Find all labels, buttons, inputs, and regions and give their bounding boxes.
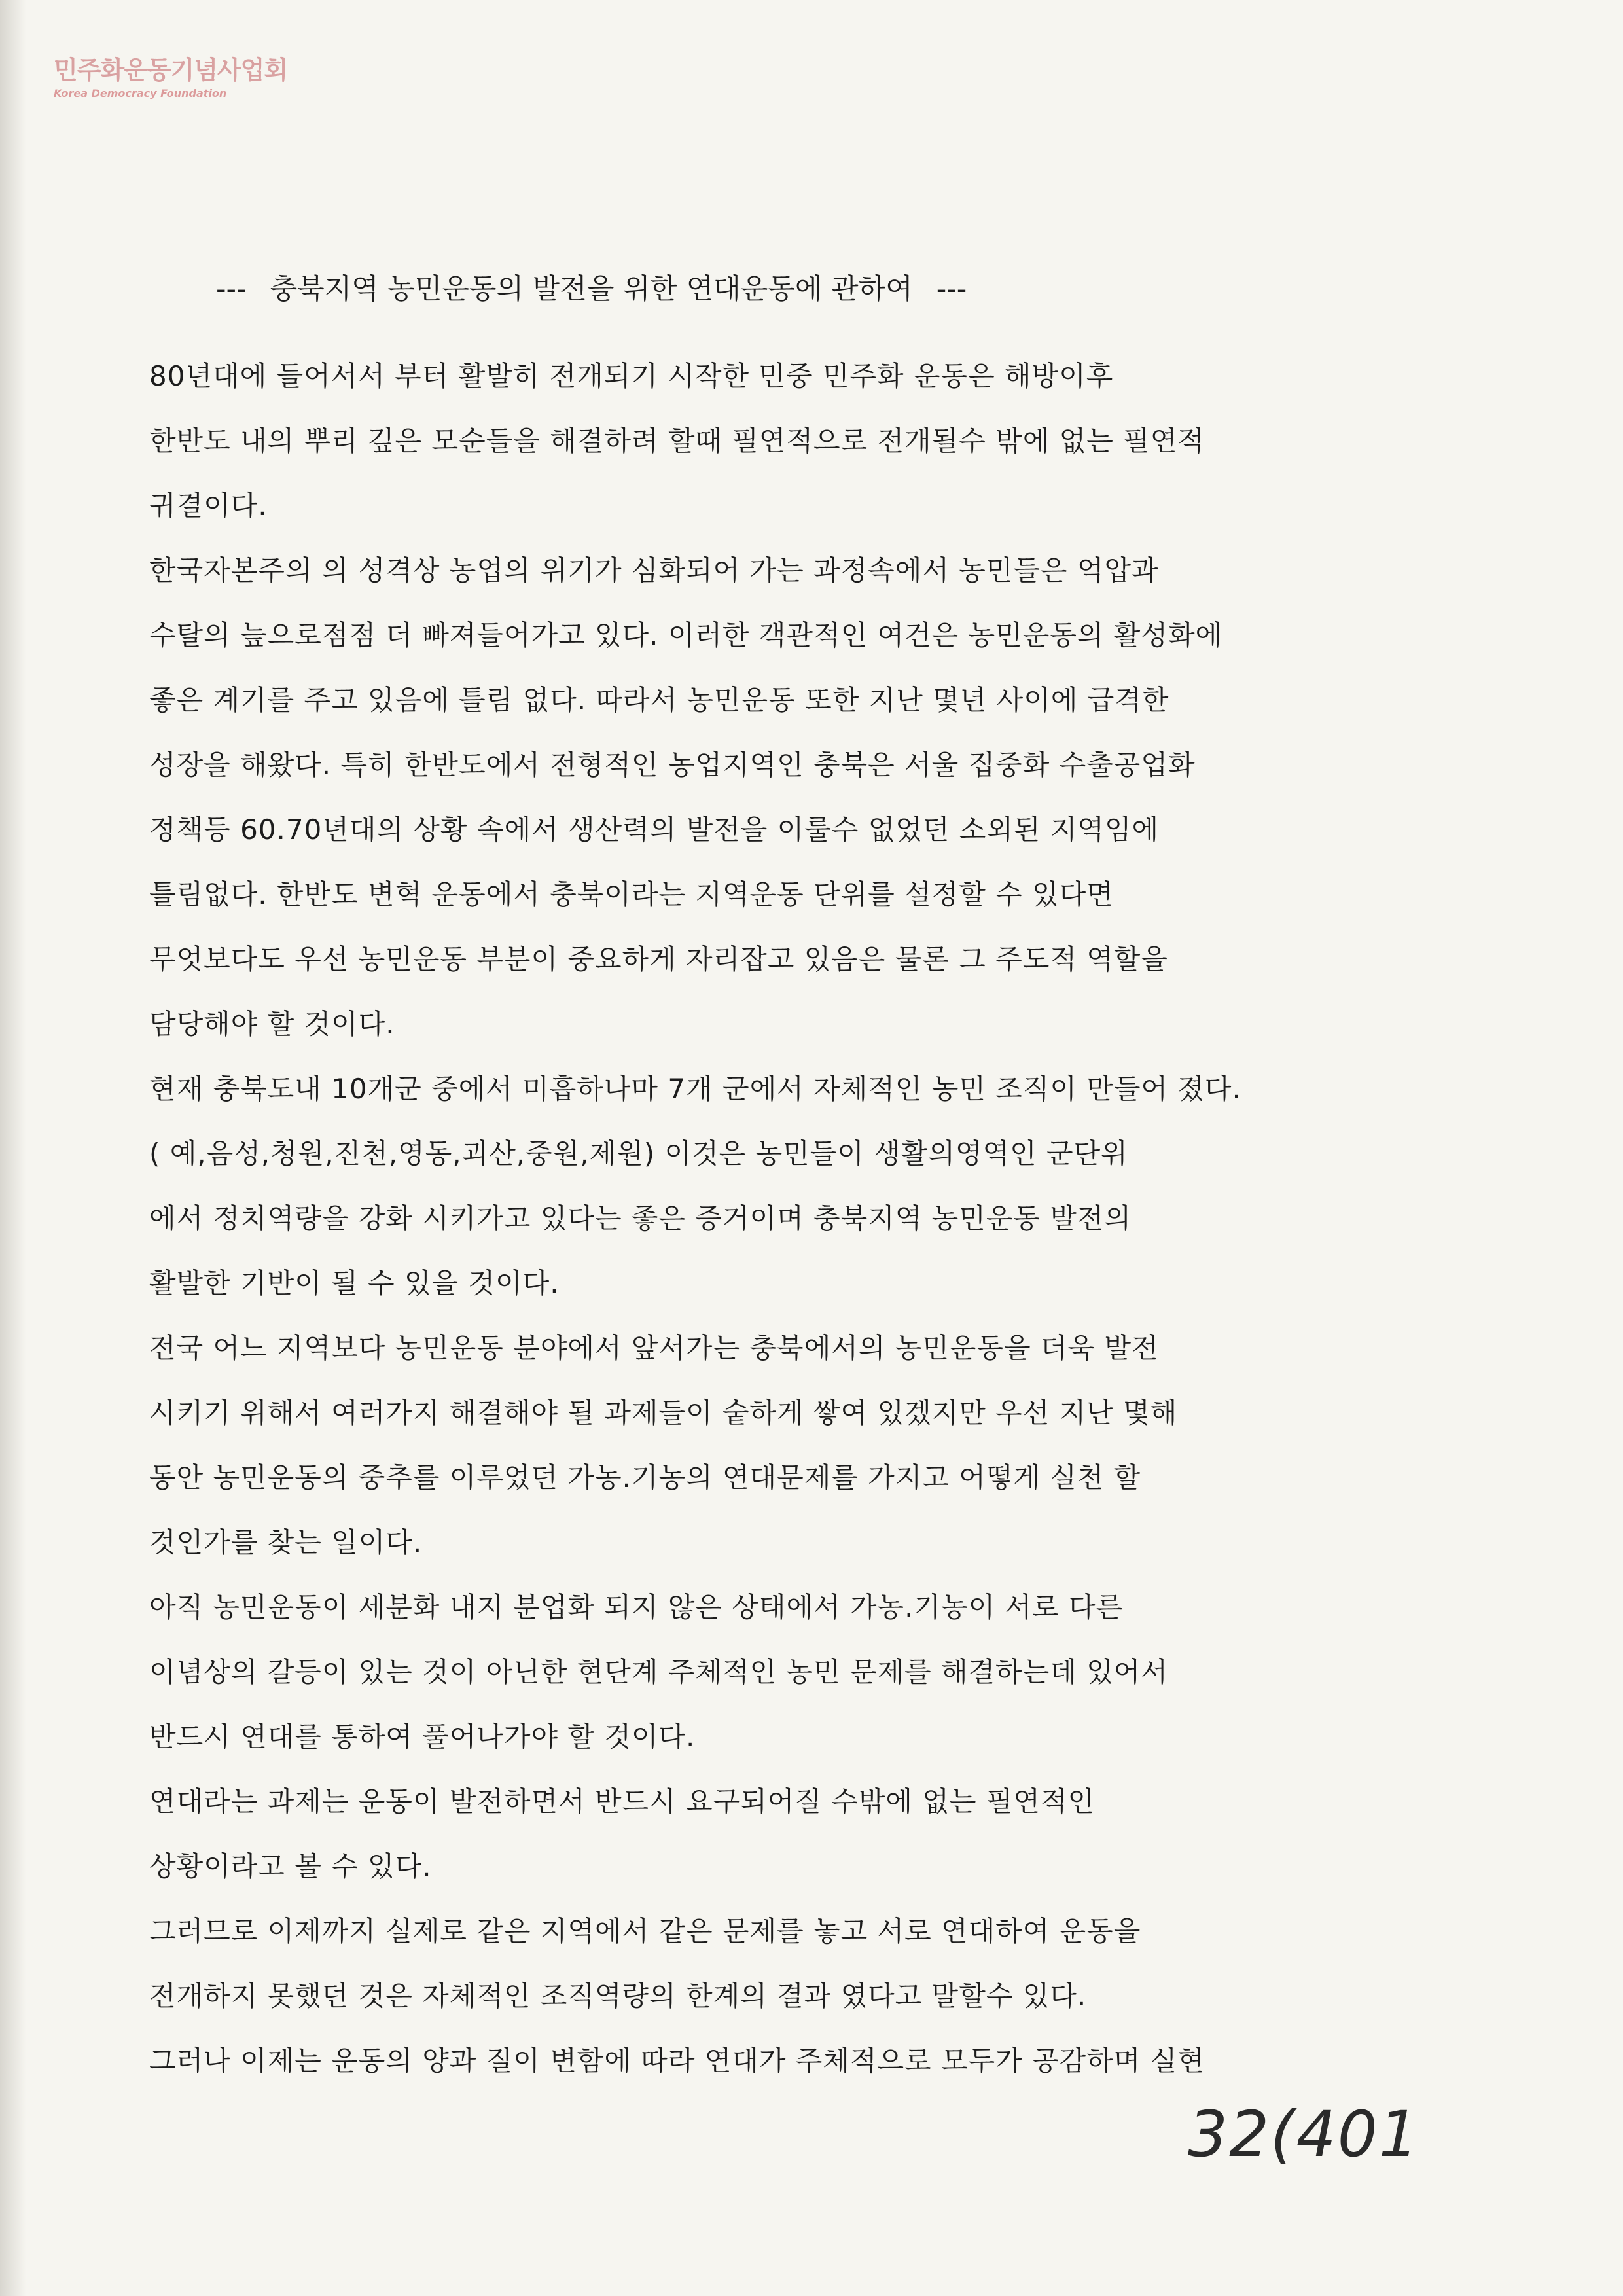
text-line: 에서 정치역량을 강화 시키가고 있다는 좋은 증거이며 충북지역 농민운동 발전의 xyxy=(149,1202,1132,1234)
text-line: 한반도 내의 뿌리 깊은 모순들을 해결하려 할때 필연적으로 전개될수 밖에 없는 필연적 xyxy=(149,425,1205,457)
text-line: 시키기 위해서 여러가지 해결해야 될 과제들이 숱하게 쌓여 있겠지만 우선 지난 몇해 xyxy=(149,1397,1178,1429)
title-dash-right: --- xyxy=(936,273,967,306)
text-line: 정책등 60.70년대의 상황 속에서 생산력의 발전을 이룰수 없었던 소외된 지역임에 xyxy=(149,814,1160,846)
archive-logo-korean: 민주화운동기념사업회 xyxy=(54,56,288,84)
text-line: 성장을 해왔다. 특히 한반도에서 전형적인 농업지역인 충북은 서울 집중화 수출공업화 xyxy=(149,749,1196,781)
text-line: 활발한 기반이 될 수 있을 것이다. xyxy=(149,1267,560,1299)
text-line: 현재 충북도내 10개군 중에서 미흡하나마 7개 군에서 자체적인 농민 조직이 만들어 졌다. xyxy=(149,1073,1241,1105)
document-title-line xyxy=(216,267,967,307)
archive-logo xyxy=(54,50,287,99)
title-dash-left: --- xyxy=(216,273,247,306)
text-line: 수탈의 늪으로점점 더 빠져들어가고 있다. 이러한 객관적인 여건은 농민운동의 활성화에 xyxy=(149,619,1223,651)
text-line: 반드시 연대를 통하여 풀어나가야 할 것이다. xyxy=(149,1721,696,1753)
text-line: 동안 농민운동의 중추를 이루었던 가농.기농의 연대문제를 가지고 어떻게 실천 할 xyxy=(149,1462,1141,1494)
archive-logo-english: Korea Democracy Foundation xyxy=(54,87,227,99)
text-line: 것인가를 찾는 일이다. xyxy=(149,1526,423,1558)
text-line: 80년대에 들어서서 부터 활발히 전개되기 시작한 민중 민주화 운동은 해방이후 xyxy=(149,360,1114,392)
document-body xyxy=(149,344,1556,2093)
text-line: 연대라는 과제는 운동이 발전하면서 반드시 요구되어질 수밖에 없는 필연적인 xyxy=(149,1785,1096,1818)
text-line: 틀림없다. 한반도 변혁 운동에서 충북이라는 지역운동 단위를 설정할 수 있다면 xyxy=(149,878,1114,910)
text-line: 한국자본주의 의 성격상 농업의 위기가 심화되어 가는 과정속에서 농민들은 억압과 xyxy=(149,554,1159,586)
text-line: ( 예,음성,청원,진천,영동,괴산,중원,제원) 이것은 농민들이 생활의영역인 군단위 xyxy=(149,1138,1128,1170)
text-line: 전국 어느 지역보다 농민운동 분야에서 앞서가는 충북에서의 농민운동을 더욱 발전 xyxy=(149,1332,1159,1364)
text-line: 상황이라고 볼 수 있다. xyxy=(149,1850,432,1882)
text-line: 귀결이다. xyxy=(149,490,268,522)
text-line: 전개하지 못했던 것은 자체적인 조직역량의 한계의 결과 였다고 말할수 있다. xyxy=(149,1980,1087,2012)
text-line: 무엇보다도 우선 농민운동 부분이 중요하게 자리잡고 있음은 물론 그 주도적 역할을 xyxy=(149,943,1168,975)
text-line: 이념상의 갈등이 있는 것이 아닌한 현단계 주체적인 농민 문제를 해결하는데 있어서 xyxy=(149,1656,1168,1688)
text-line: 담당해야 할 것이다. xyxy=(149,1008,395,1040)
scan-edge-shadow xyxy=(0,0,26,2296)
text-line: 좋은 계기를 주고 있음에 틀림 없다. 따라서 농민운동 또한 지난 몇년 사이에 급격한 xyxy=(149,684,1169,716)
text-line: 그러나 이제는 운동의 양과 질이 변함에 따라 연대가 주체적으로 모두가 공감하며 실현 xyxy=(149,2045,1205,2077)
handwritten-page-number: 32(401 xyxy=(1188,2098,1420,2171)
text-line: 아직 농민운동이 세분화 내지 분업화 되지 않은 상태에서 가농.기농이 서로 다른 xyxy=(149,1591,1124,1623)
text-line: 그러므로 이제까지 실제로 같은 지역에서 같은 문제를 놓고 서로 연대하여 운동을 xyxy=(149,1915,1141,1947)
document-title: 충북지역 농민운동의 발전을 위한 연대운동에 관하여 xyxy=(270,273,913,306)
